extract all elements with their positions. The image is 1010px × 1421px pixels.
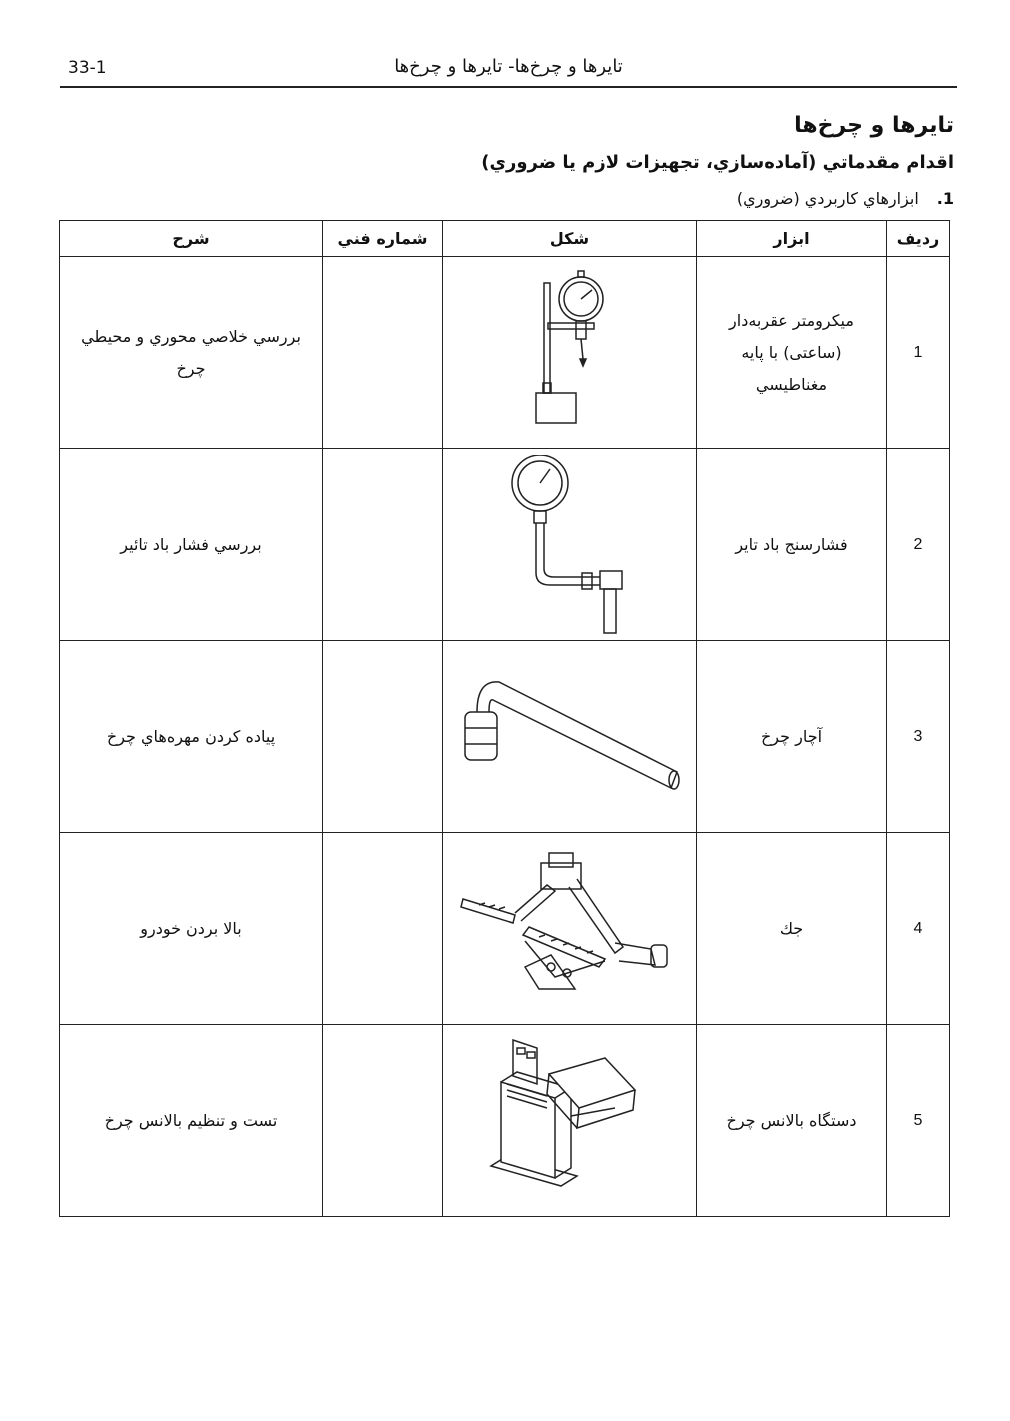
tool-name: ميكرومتر عقربه‌دار (ساعتی) با پايه مغناطيسي [729,310,854,394]
part-number-cell [323,1025,443,1217]
tool-cell [697,257,887,449]
table-row [60,257,950,449]
column-header-part-number: شماره فني [323,221,443,257]
description-cell [60,833,323,1025]
row-number: 4 [887,833,950,1025]
scissor-jack-icon [455,849,685,1009]
running-title: تايرها و چرخ‌ها- تايرها و چرخ‌ها [394,56,623,77]
column-header-description: شرح [60,221,323,257]
part-number-cell [323,449,443,641]
row-number: 5 [887,1025,950,1217]
tool-cell [697,833,887,1025]
column-header-tool: ابزار [697,221,887,257]
subsection-number: 1. [936,189,954,208]
page-number: 33-1 [68,58,107,78]
description-text: تست و تنظيم بالانس چرخ [104,1110,278,1130]
part-number-cell [323,257,443,449]
part-number-cell [323,833,443,1025]
table-header-row [60,221,950,257]
tools-table [59,220,950,1217]
page-title: تايرها و چرخ‌ها [794,113,954,138]
tool-cell [697,641,887,833]
figure-cell [443,257,697,449]
column-header-figure: شكل [443,221,697,257]
table-row [60,833,950,1025]
row-number: 2 [887,449,950,641]
description-text: بررسي خلاصي محوري و محيطي چرخ [81,326,301,378]
table-row [60,449,950,641]
part-number-cell [323,641,443,833]
description-cell [60,641,323,833]
wheel-wrench-icon [455,672,685,802]
tool-name: فشارسنج باد تاير [735,534,848,554]
figure-cell [443,1025,697,1217]
description-cell [60,1025,323,1217]
section-subtitle: اقدام مقدماتي (آماده‌سازي، تجهيزات لازم يا ضروري) [481,152,954,173]
tool-cell [697,1025,887,1217]
description-text: پياده كردن مهره‌هاي چرخ [106,726,276,746]
subsection-heading [737,189,954,208]
column-header-row: رديف [887,221,950,257]
page-header [60,52,957,88]
row-number: 3 [887,641,950,833]
description-cell [60,257,323,449]
description-text: بالا بردن خودرو [140,918,242,938]
wheel-balancer-icon [485,1036,655,1206]
description-cell [60,449,323,641]
dial-indicator-icon [510,263,630,443]
table-row [60,641,950,833]
figure-cell [443,449,697,641]
subsection-label: ابزارهاي كاربردي (ضروري) [736,189,919,208]
tool-name: جك [779,918,804,938]
figure-cell [443,641,697,833]
tool-name: دستگاه بالانس چرخ [726,1110,857,1130]
figure-cell [443,833,697,1025]
description-text: بررسي فشار باد تائير [120,534,262,554]
row-number: 1 [887,257,950,449]
tire-pressure-gauge-icon [500,455,640,635]
tool-cell [697,449,887,641]
table-row [60,1025,950,1217]
tool-name: آچار چرخ [760,726,823,746]
